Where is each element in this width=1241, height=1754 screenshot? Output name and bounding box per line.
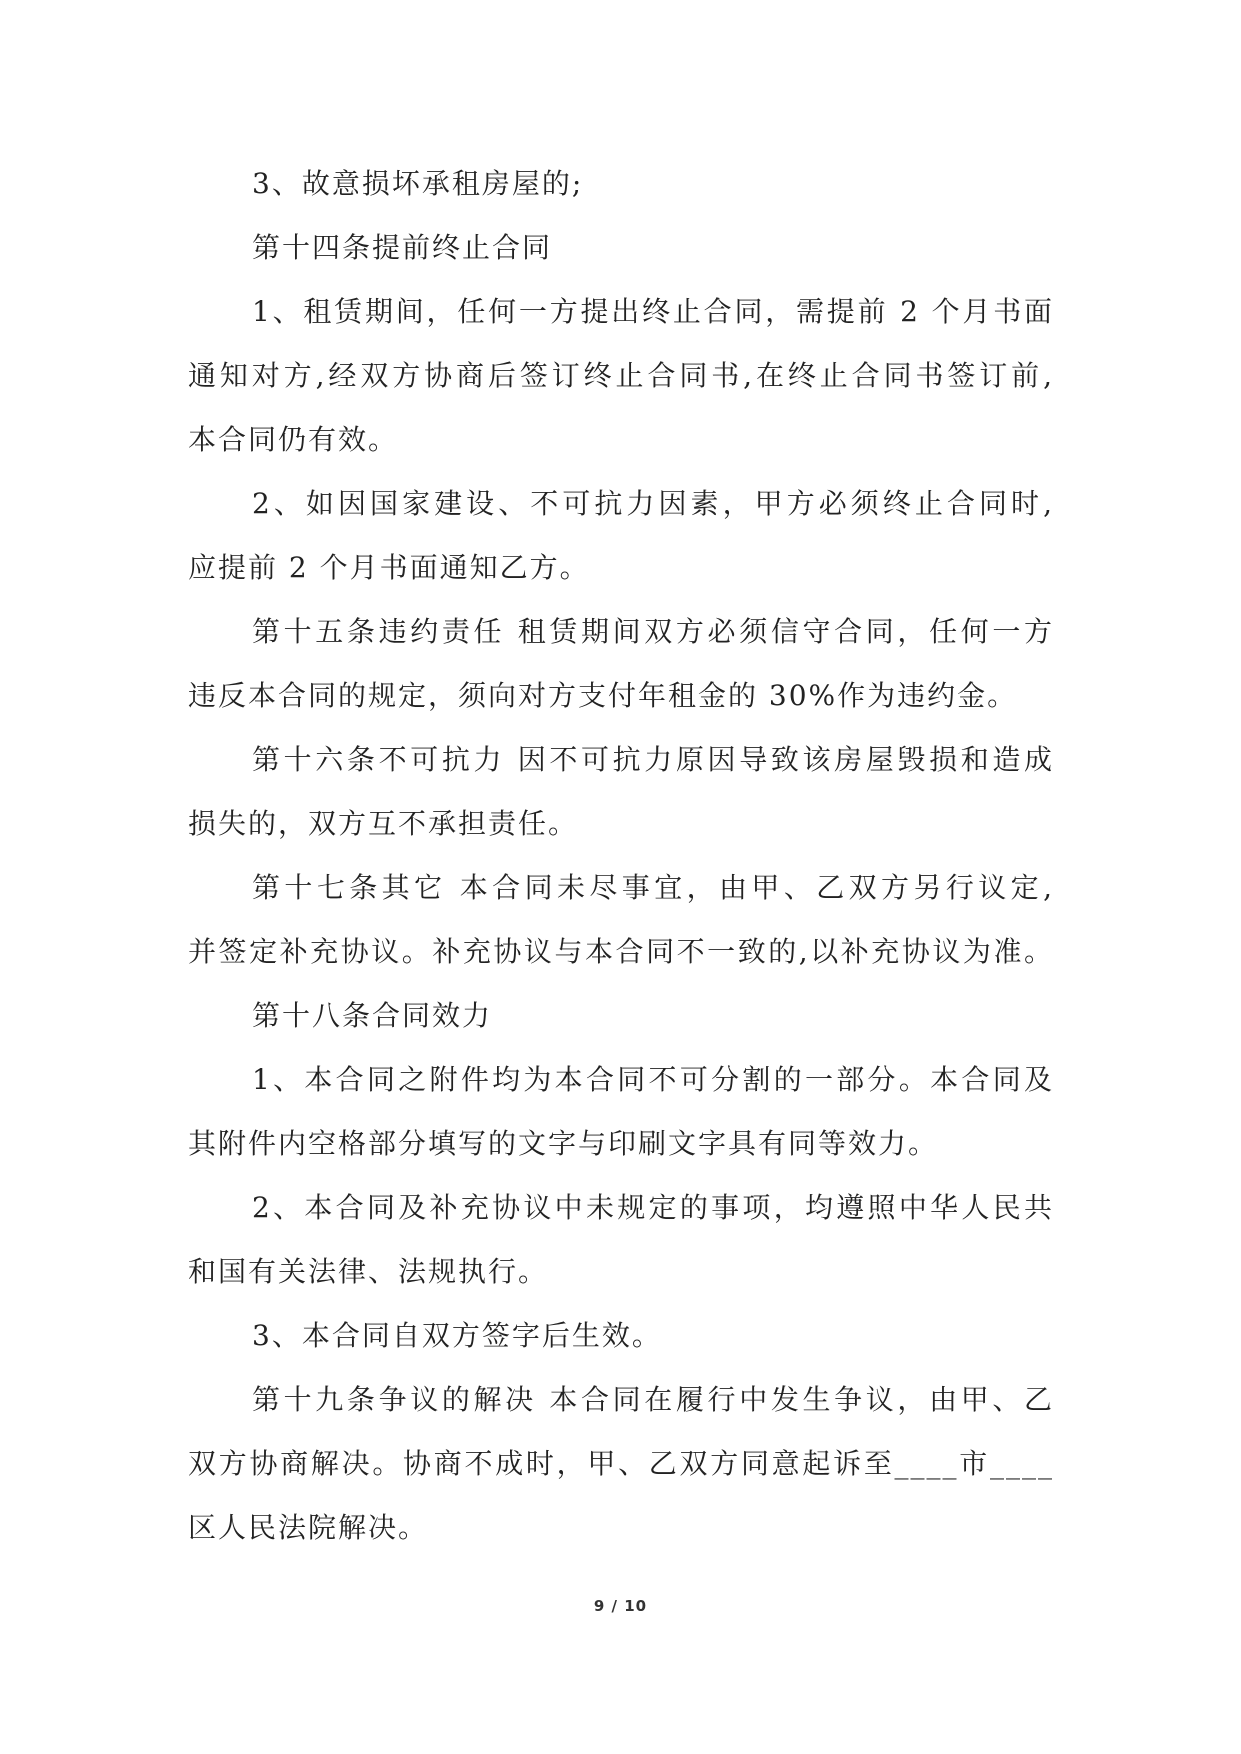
- text-line: 2、本合同及补充协议中未规定的事项，均遵照中华人民共: [252, 1191, 1054, 1224]
- text-line: 应提前 2 个月书面通知乙方。: [188, 551, 590, 584]
- text-line: 第十八条合同效力: [252, 999, 493, 1032]
- text-line: 1、租赁期间，任何一方提出终止合同，需提前 2 个月书面: [252, 295, 1054, 328]
- text-line: 并签定补充协议。补充协议与本合同不一致的,以补充协议为准。: [188, 935, 1054, 968]
- text-line: 第十六条不可抗力 因不可抗力原因导致该房屋毁损和造成: [252, 743, 1054, 776]
- text-line: 第十九条争议的解决 本合同在履行中发生争议，由甲、乙: [252, 1383, 1054, 1416]
- text-line: 双方协商解决。协商不成时，甲、乙双方同意起诉至____市____: [188, 1447, 1054, 1480]
- text-line: 第十七条其它 本合同未尽事宜，由甲、乙双方另行议定,: [252, 871, 1054, 904]
- text-line: 和国有关法律、法规执行。: [188, 1255, 549, 1288]
- text-line: 3、本合同自双方签字后生效。: [252, 1319, 662, 1352]
- text-line: 本合同仍有效。: [188, 423, 399, 456]
- text-line: 违反本合同的规定，须向对方支付年租金的 30%作为违约金。: [188, 679, 1018, 712]
- text-line: 3、故意损坏承租房屋的;: [252, 167, 584, 200]
- text-line: 损失的，双方互不承担责任。: [188, 807, 579, 840]
- text-line: 其附件内空格部分填写的文字与印刷文字具有同等效力。: [188, 1127, 939, 1160]
- document-body: [188, 152, 1054, 1560]
- text-line: 第十四条提前终止合同: [252, 231, 553, 264]
- text-line: 通知对方,经双方协商后签订终止合同书,在终止合同书签订前,: [188, 359, 1054, 392]
- page-number: 9 / 10: [593, 1597, 648, 1615]
- text-line: 区人民法院解决。: [188, 1511, 429, 1544]
- text-line: 第十五条违约责任 租赁期间双方必须信守合同，任何一方: [252, 615, 1054, 648]
- text-line: 1、本合同之附件均为本合同不可分割的一部分。本合同及: [252, 1063, 1054, 1096]
- text-line: 2、如因国家建设、不可抗力因素，甲方必须终止合同时,: [252, 487, 1054, 520]
